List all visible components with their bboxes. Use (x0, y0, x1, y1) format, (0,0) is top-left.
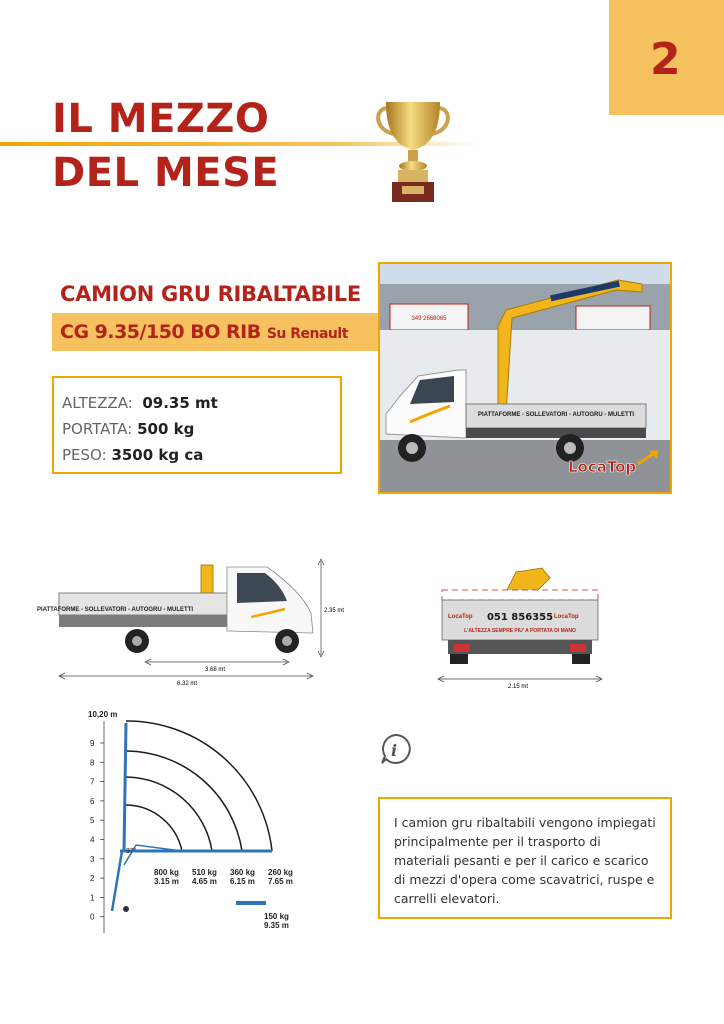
y-tick-label: 0 (90, 912, 95, 922)
svg-text:i: i (391, 741, 398, 760)
spec-row-height (62, 390, 340, 416)
y-tick-label: 4 (90, 835, 95, 845)
spec-label: PESO: (62, 446, 107, 464)
rear-logo-left: LocaTop (448, 614, 473, 620)
sign-phone: 349 2668065 (411, 316, 447, 322)
truck-photo (378, 262, 672, 494)
load-distance-label: 9.35 m (264, 921, 289, 930)
y-tick-label: 5 (90, 816, 95, 826)
side-view-text: PIATTAFORME - SOLLEVATORI - AUTOGRU - MULETTI (36, 607, 194, 613)
rear-logo-right: LocaTop (554, 614, 579, 620)
y-tick-label: 6 (90, 796, 95, 806)
y-tick-label: 2 (90, 874, 95, 884)
load-distance-label: 6.15 m (230, 877, 255, 886)
product-model (60, 321, 348, 343)
load-distance-label: 3.15 m (154, 877, 179, 886)
locatop-logo: LocaTop (568, 458, 637, 476)
load-kg-label: 800 kg (154, 868, 179, 877)
rear-phone: 051 856355 (486, 612, 554, 623)
length-dimension: 6.32 mt (177, 681, 198, 687)
page-title-line-2: DEL MESE (52, 150, 280, 196)
info-icon (378, 732, 412, 766)
info-text: I camion gru ribaltabili vengono impiegati principalmente per il trasporto di materiali pesanti e per il carico e scarico di mezzi d'opera come scavatrici, ruspe e carrelli elevatori. (394, 815, 656, 906)
y-tick-label: 7 (90, 777, 95, 787)
rear-slogan: L'ALTEZZA SEMPRE PIU' A PORTATA DI MANO (464, 628, 576, 634)
product-category: CAMION GRU RIBALTABILE (60, 282, 361, 306)
load-distance-label: 7.65 m (268, 877, 293, 886)
load-kg-label: 510 kg (192, 868, 217, 877)
max-height-label: 10,20 m (88, 710, 118, 719)
width-dimension: 2.15 mt (508, 684, 529, 690)
spec-row-capacity (62, 416, 340, 442)
spec-label: PORTATA: (62, 420, 133, 438)
photo-side-text: PIATTAFORME - SOLLEVATORI - AUTOGRU - MULETTI (477, 412, 635, 418)
spec-row-weight (62, 442, 340, 468)
y-tick-label: 1 (90, 893, 95, 903)
spec-value: 500 kg (137, 420, 195, 438)
specs-box (52, 376, 342, 474)
load-kg-label: 360 kg (230, 868, 255, 877)
y-tick-label: 3 (90, 854, 95, 864)
spec-label: ALTEZZA: (62, 394, 133, 412)
load-kg-label: 260 kg (268, 868, 293, 877)
model-name: CG 9.35/150 BO RIB (60, 321, 261, 343)
model-suffix: Su Renault (266, 326, 348, 342)
wheelbase-dimension: 3.68 mt (205, 667, 226, 673)
truck-rear-view (432, 562, 607, 692)
trophy-icon (372, 96, 454, 206)
spec-value: 09.35 mt (142, 394, 218, 412)
truck-side-view (36, 555, 350, 690)
load-kg-label: 150 kg (264, 912, 289, 921)
y-tick-label: 9 (90, 739, 95, 748)
spec-value: 3500 kg ca (111, 446, 204, 464)
height-dimension: 2.35 mt (324, 608, 345, 614)
info-box (378, 797, 672, 919)
load-distance-label: 4.65 m (192, 877, 217, 886)
y-tick-label: 8 (90, 758, 95, 768)
page-title-line-1: IL MEZZO (52, 96, 270, 142)
crane-angle: 37° (126, 848, 137, 855)
load-chart (80, 705, 320, 940)
page-number: 2 (650, 34, 681, 85)
